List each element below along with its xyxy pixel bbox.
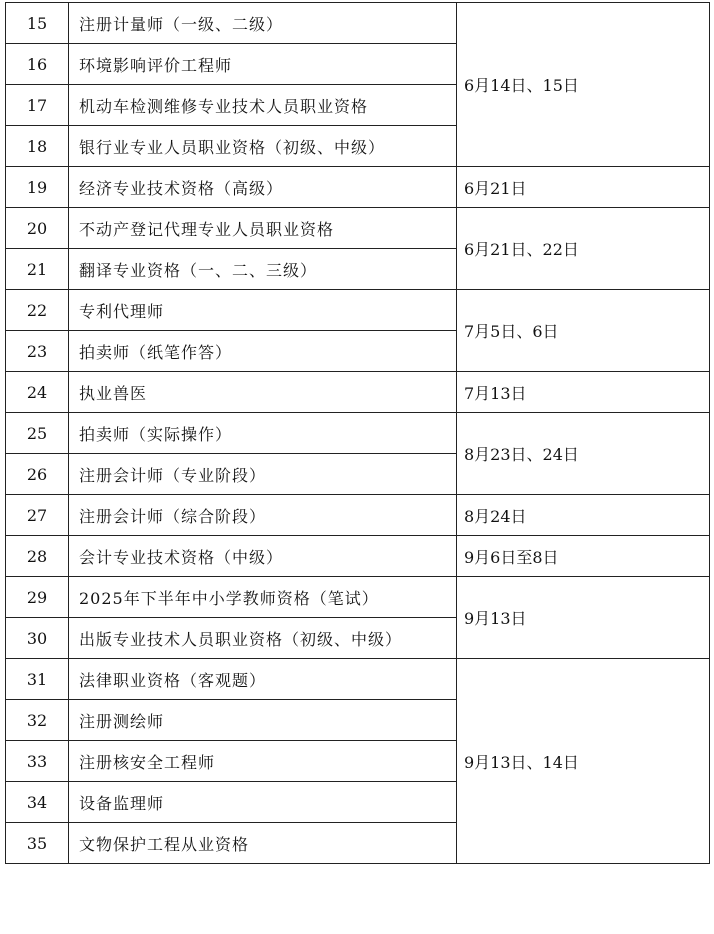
exam-date: 6月21日 <box>457 167 710 208</box>
row-number: 31 <box>6 659 69 700</box>
exam-date: 9月13日 <box>457 577 710 659</box>
table-row <box>6 372 710 413</box>
exam-name: 经济专业技术资格（高级） <box>69 167 457 208</box>
row-number: 24 <box>6 372 69 413</box>
table-row <box>6 290 710 331</box>
exam-date: 8月23日、24日 <box>457 413 710 495</box>
exam-date: 7月5日、6日 <box>457 290 710 372</box>
exam-name: 法律职业资格（客观题） <box>69 659 457 700</box>
row-number: 22 <box>6 290 69 331</box>
exam-name: 设备监理师 <box>69 782 457 823</box>
exam-name: 专利代理师 <box>69 290 457 331</box>
exam-name: 拍卖师（纸笔作答） <box>69 331 457 372</box>
table-row <box>6 495 710 536</box>
exam-name: 注册会计师（专业阶段） <box>69 454 457 495</box>
exam-name: 文物保护工程从业资格 <box>69 823 457 864</box>
exam-date: 6月21日、22日 <box>457 208 710 290</box>
table-row <box>6 208 710 249</box>
row-number: 35 <box>6 823 69 864</box>
row-number: 15 <box>6 3 69 44</box>
table-row <box>6 3 710 44</box>
row-number: 28 <box>6 536 69 577</box>
exam-name: 机动车检测维修专业技术人员职业资格 <box>69 85 457 126</box>
row-number: 29 <box>6 577 69 618</box>
row-number: 23 <box>6 331 69 372</box>
exam-name: 注册核安全工程师 <box>69 741 457 782</box>
table-row <box>6 577 710 618</box>
exam-date: 8月24日 <box>457 495 710 536</box>
table-row <box>6 659 710 700</box>
table-row <box>6 413 710 454</box>
exam-date: 7月13日 <box>457 372 710 413</box>
exam-name: 2025年下半年中小学教师资格（笔试） <box>69 577 457 618</box>
exam-name: 不动产登记代理专业人员职业资格 <box>69 208 457 249</box>
exam-name: 注册会计师（综合阶段） <box>69 495 457 536</box>
row-number: 26 <box>6 454 69 495</box>
row-number: 27 <box>6 495 69 536</box>
exam-name: 注册测绘师 <box>69 700 457 741</box>
row-number: 30 <box>6 618 69 659</box>
exam-name: 执业兽医 <box>69 372 457 413</box>
exam-name: 注册计量师（一级、二级） <box>69 3 457 44</box>
row-number: 21 <box>6 249 69 290</box>
row-number: 32 <box>6 700 69 741</box>
row-number: 18 <box>6 126 69 167</box>
row-number: 16 <box>6 44 69 85</box>
row-number: 20 <box>6 208 69 249</box>
exam-name: 银行业专业人员职业资格（初级、中级） <box>69 126 457 167</box>
exam-name: 出版专业技术人员职业资格（初级、中级） <box>69 618 457 659</box>
row-number: 34 <box>6 782 69 823</box>
table-row <box>6 167 710 208</box>
exam-name: 环境影响评价工程师 <box>69 44 457 85</box>
exam-name: 会计专业技术资格（中级） <box>69 536 457 577</box>
exam-schedule-table <box>5 2 710 864</box>
exam-date: 9月13日、14日 <box>457 659 710 864</box>
exam-date: 9月6日至8日 <box>457 536 710 577</box>
exam-date: 6月14日、15日 <box>457 3 710 167</box>
exam-name: 翻译专业资格（一、二、三级） <box>69 249 457 290</box>
table-body <box>6 3 710 864</box>
row-number: 19 <box>6 167 69 208</box>
exam-name: 拍卖师（实际操作） <box>69 413 457 454</box>
row-number: 33 <box>6 741 69 782</box>
row-number: 25 <box>6 413 69 454</box>
table-row <box>6 536 710 577</box>
row-number: 17 <box>6 85 69 126</box>
